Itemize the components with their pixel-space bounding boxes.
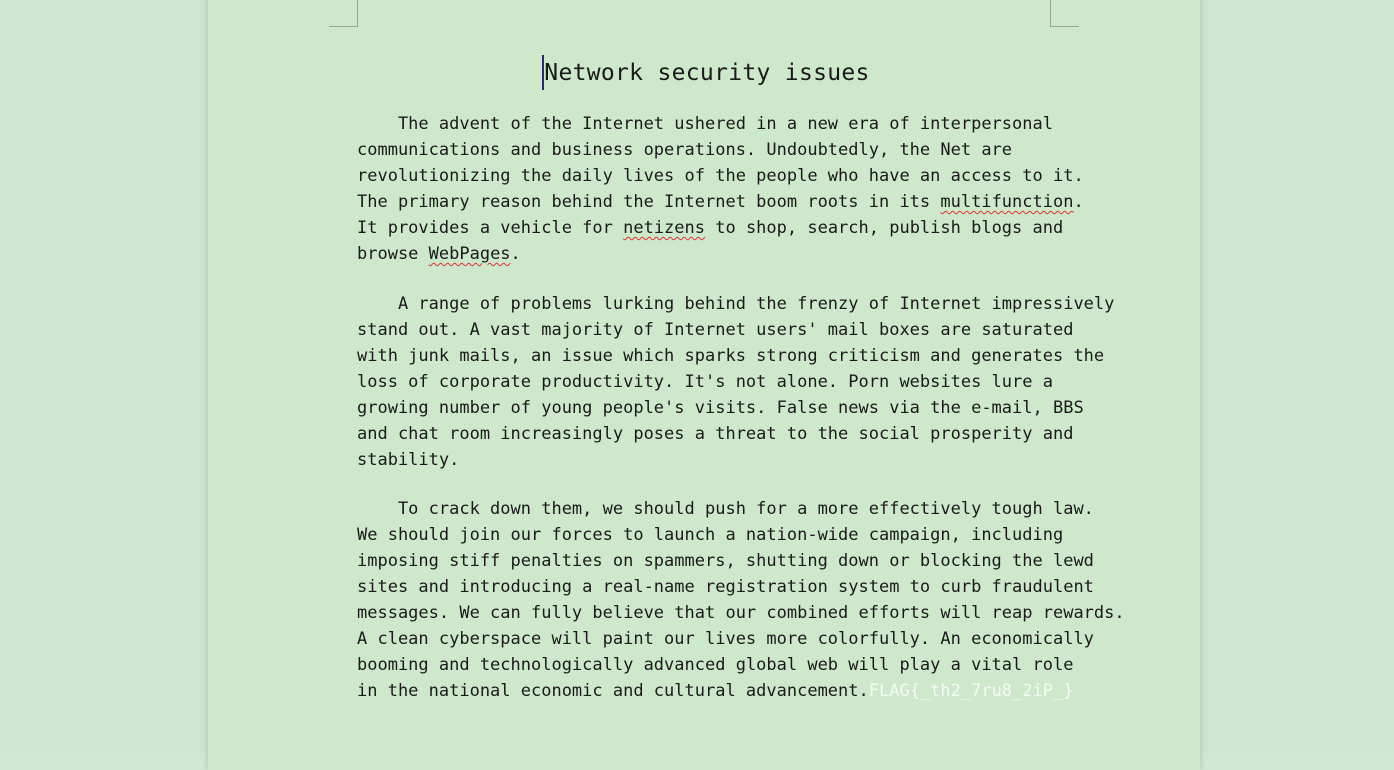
paragraph-line: The advent of the Internet ushered in a new era of interpersonal [357, 114, 1053, 134]
line-segment: browse [357, 244, 429, 264]
line-segment: to shop, search, publish blogs and [705, 218, 1064, 238]
paragraph-line: A clean cyberspace will paint our lives more colorfully. An economically [357, 629, 1094, 649]
paragraph-line: and chat room increasingly poses a threat to the social prosperity and [357, 424, 1074, 444]
line-segment: . [1073, 192, 1084, 212]
paragraph-line: sites and introducing a real-name registration system to curb fraudulent [357, 577, 1094, 597]
document-title-text: Network security issues [544, 60, 870, 86]
paragraph-1[interactable] [357, 111, 1084, 267]
line-segment: It provides a vehicle for [357, 218, 624, 238]
paragraph-line: We should join our forces to launch a nation-wide campaign, including [357, 525, 1064, 545]
margin-corner-top-right [1050, 0, 1079, 27]
line-segment: The primary reason behind the Internet boom roots in its [357, 192, 941, 212]
paragraph-line: revolutionizing the daily lives of the people who have an access to it. [357, 166, 1084, 186]
paragraph-line: communications and business operations. Undoubtedly, the Net are [357, 140, 1013, 160]
paragraph-line: growing number of young people's visits. False news via the e-mail, BBS [357, 398, 1084, 418]
margin-corner-top-left [329, 0, 358, 27]
line-segment: in the national economic and cultural advancement. [357, 681, 869, 701]
paragraph-line: stability. [357, 450, 460, 470]
paragraph-2[interactable] [357, 291, 1115, 473]
hidden-flag-text: FLAG{_th2_7ru8_2iP_} [868, 681, 1074, 701]
document-title[interactable] [357, 57, 1057, 89]
line-segment: . [510, 244, 521, 264]
misspelled-word[interactable]: WebPages [428, 244, 511, 264]
paragraph-line [357, 241, 1077, 267]
text-cursor [542, 55, 544, 90]
paragraph-line: stand out. A vast majority of Internet users' mail boxes are saturated [357, 320, 1074, 340]
paragraph-line [357, 189, 1084, 215]
paragraph-line: booming and technologically advanced global web will play a vital role [357, 655, 1074, 675]
misspelled-word[interactable]: multifunction [940, 192, 1074, 212]
paragraph-line [357, 215, 1077, 241]
paragraph-line: A range of problems lurking behind the frenzy of Internet impressively [357, 294, 1115, 314]
paragraph-line: imposing stiff penalties on spammers, shutting down or blocking the lewd [357, 551, 1094, 571]
paragraph-line [357, 678, 1077, 704]
paragraph-line: messages. We can fully believe that our combined efforts will reap rewards. [357, 603, 1125, 623]
paragraph-line: with junk mails, an issue which sparks strong criticism and generates the [357, 346, 1105, 366]
document-page[interactable] [208, 0, 1200, 770]
misspelled-word[interactable]: netizens [623, 218, 705, 238]
paragraph-3[interactable] [357, 496, 1125, 704]
paragraph-line: loss of corporate productivity. It's not alone. Porn websites lure a [357, 372, 1053, 392]
paragraph-line: To crack down them, we should push for a more effectively tough law. [357, 499, 1094, 519]
